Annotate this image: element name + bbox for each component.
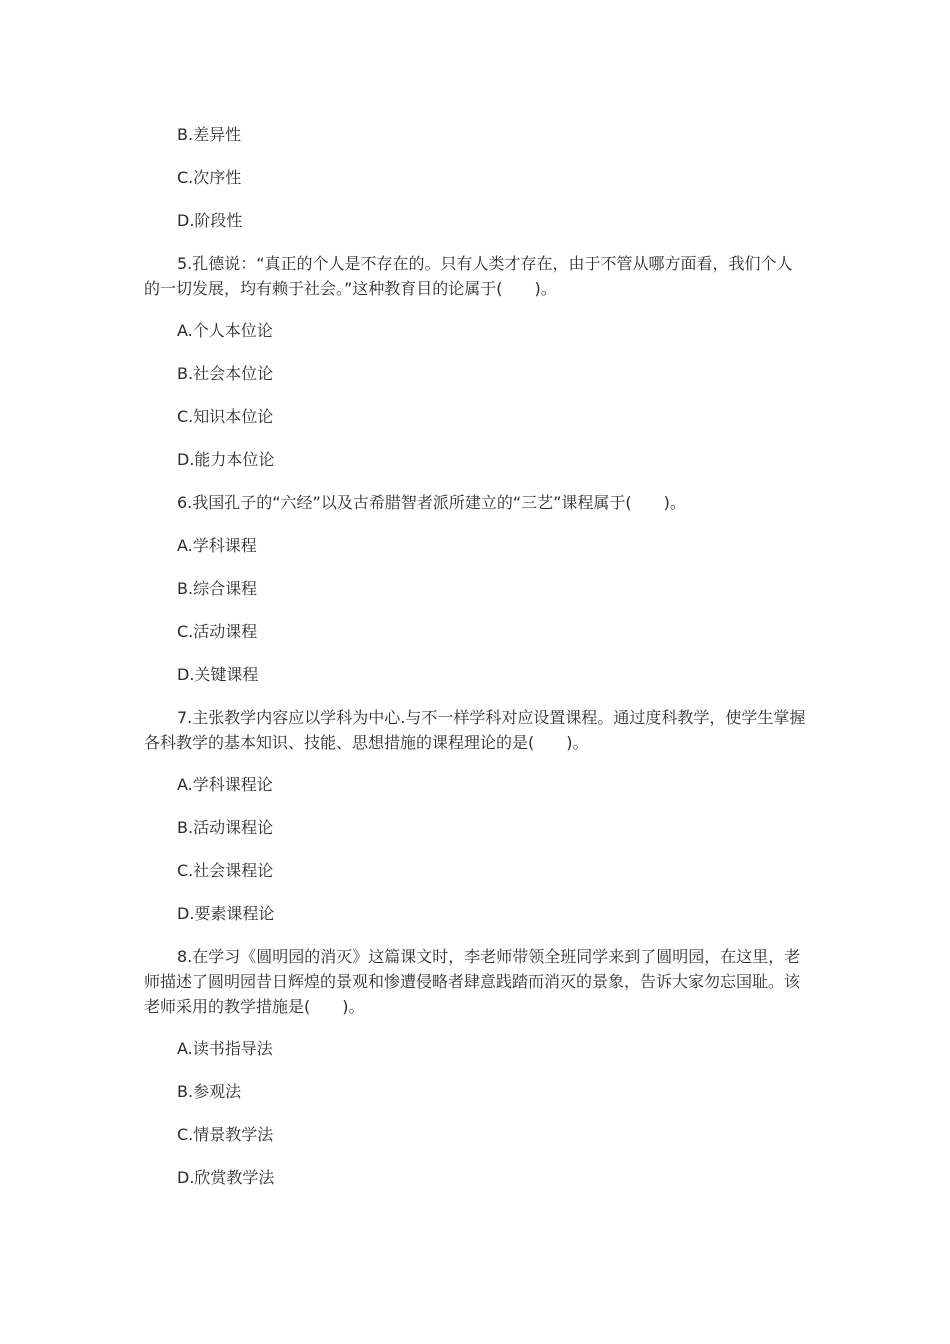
option-4b: B.差异性 — [177, 125, 242, 144]
option-7a: A.学科课程论 — [177, 775, 273, 794]
option-5d: D.能力本位论 — [177, 450, 275, 469]
option-5c: C.知识本位论 — [177, 407, 274, 426]
option-4c: C.次序性 — [177, 168, 242, 187]
option-7b: B.活动课程论 — [177, 818, 274, 837]
option-5a: A.个人本位论 — [177, 321, 273, 340]
option-8d: D.欣赏教学法 — [177, 1168, 275, 1187]
option-6a: A.学科课程 — [177, 536, 257, 555]
option-6b: B.综合课程 — [177, 579, 258, 598]
question-8: 8.在学习《圆明园的消灭》这篇课文时，李老师带领全班同学来到了圆明园，在这里，老师描述了圆明园昔日辉煌的景观和惨遭侵略者肆意践踏而消灭的景象，告诉大家勿忘国耻。该老师采用的教学措施是( )。 — [144, 947, 801, 1016]
option-6c: C.活动课程 — [177, 622, 258, 641]
option-8b: B.参观法 — [177, 1082, 242, 1101]
question-6: 6.我国孔子的“六经”以及古希腊智者派所建立的“三艺”课程属于( )。 — [177, 493, 686, 512]
option-8c: C.情景教学法 — [177, 1125, 274, 1144]
option-7c: C.社会课程论 — [177, 861, 274, 880]
option-7d: D.要素课程论 — [177, 904, 275, 923]
option-5b: B.社会本位论 — [177, 364, 274, 383]
option-4d: D.阶段性 — [177, 211, 243, 230]
document-page — [144, 122, 806, 1208]
option-8a: A.读书指导法 — [177, 1039, 273, 1058]
question-5: 5.孔德说：“真正的个人是不存在的。只有人类才存在，由于不管从哪方面看，我们个人的一切发展，均有赖于社会。”这种教育目的论属于( )。 — [144, 254, 793, 298]
option-6d: D.关键课程 — [177, 665, 259, 684]
question-7: 7.主张教学内容应以学科为中心.与不一样学科对应设置课程。通过度科教学，使学生掌握各科教学的基本知识、技能、思想措施的课程理论的是( )。 — [144, 708, 806, 752]
